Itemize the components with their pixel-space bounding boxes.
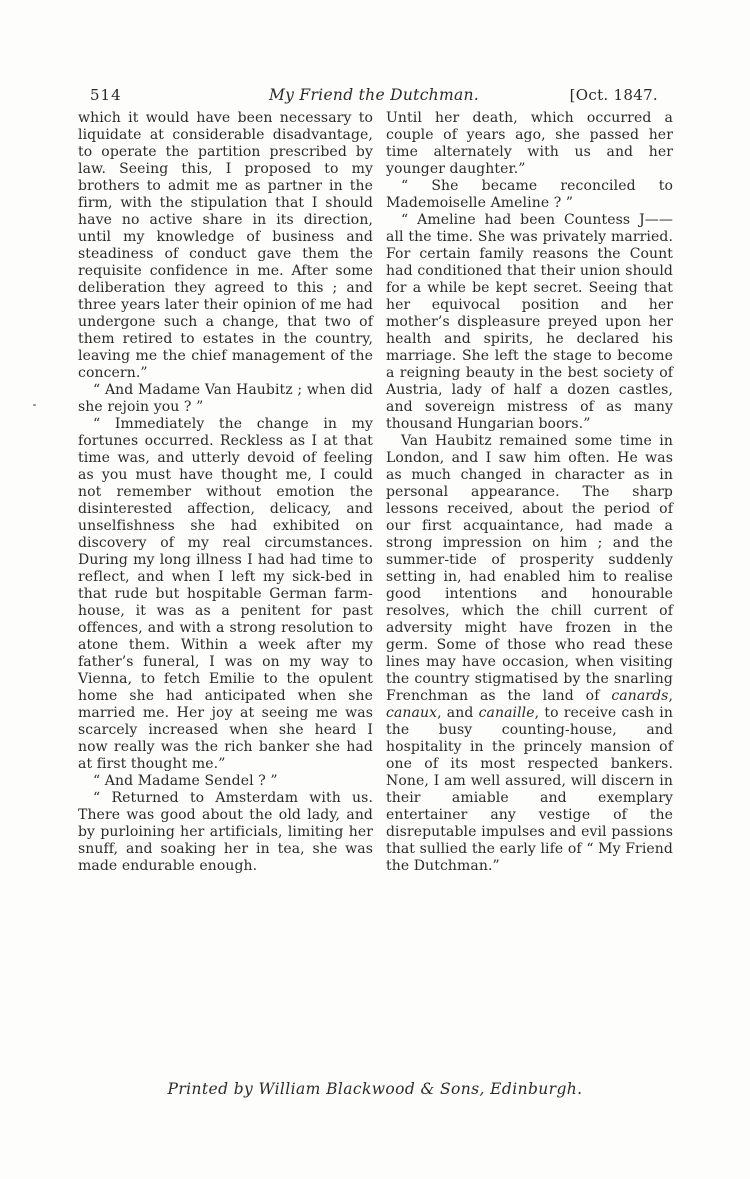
paragraph: “ And Madame Van Haubitz ; when did she rejoin you ? ” xyxy=(78,382,373,415)
paragraph: “ Returned to Amsterdam with us. There was good about the old lady, and by purloining her artificials, limiting her snuff, and soaking her in tea, she was made endurable enough. xyxy=(78,790,373,874)
paragraph: Until her death, which occurred a couple of years ago, she passed her time alternately with us and her younger daughter.” xyxy=(386,110,673,177)
printer-imprint: Printed by William Blackwood & Sons, Edinburgh. xyxy=(167,1080,583,1098)
page-header xyxy=(78,86,658,106)
text-columns xyxy=(78,110,673,875)
paragraph: “ She became reconciled to Mademoiselle Ameline ? ” xyxy=(386,178,673,211)
issue-date: [Oct. 1847. xyxy=(569,86,658,104)
scan-speck xyxy=(33,404,36,406)
paragraph: “ Ameline had been Countess J—— all the time. She was privately married. For certain family reasons the Count had conditioned that their union should for a while be kept secret. Seeing that her equivocal position and her mother’s displeasure preyed upon her health and spirits, he declared his marriage. She left the stage to become a reigning beauty in the best society of Austria, lady of half a dozen castles, and sovereign mistress of as many thousand Hungarian boors.” xyxy=(386,212,673,432)
running-title: My Friend the Dutchman. xyxy=(268,86,480,104)
right-column xyxy=(386,110,673,875)
left-column xyxy=(78,110,373,875)
paragraph: “ Immediately the change in my fortunes occurred. Reckless as I at that time was, and utterly devoid of feeling as you must have thought me, I could not remember without emotion the disinterested affection, delicacy, and unselfishness she had exhibited on discovery of my real circumstances. During my long illness I had had time to reflect, and when I left my sick-bed in that rude but hospitable German farm-house, it was as a penitent for past offences, and with a strong resolution to atone them. Within a week after my father’s funeral, I was on my way to Vienna, to fetch Emilie to the opulent home she had anticipated when she married me. Her joy at seeing me was scarcely increased when she heard I now really was the rich banker she had at first thought me.” xyxy=(78,416,373,772)
paragraph: “ And Madame Sendel ? ” xyxy=(93,773,278,789)
page-number: 514 xyxy=(90,86,122,104)
paragraph: Van Haubitz remained some time in London, and I saw him often. He was as much changed in character as in personal appearance. The sharp lessons received, about the period of our first acquaintance, had made a strong impression on him ; and the summer-tide of prosperity suddenly setting in, had enabled him to realise good intentions and honourable resolves, which the chill current of adversity might have frozen in the germ. Some of those who read these lines may have occasion, when visiting the country stigmatised by the snarling Frenchman as the land of canards, canaux, and canaille, to receive cash in the busy counting-house, and hospitality in the princely mansion of one of its most respected bankers. None, I am well assured, will discern in their amiable and exemplary entertainer any vestige of the disreputable impulses and evil passions that sullied the early life of “ My Friend the Dutchman.” xyxy=(386,433,674,874)
paragraph: which it would have been necessary to liquidate at considerable disadvantage, to operate the partition prescribed by law. Seeing this, I proposed to my brothers to admit me as partner in the firm, with the stipulation that I should have no active share in its direction, until my knowledge of business and steadiness of conduct gave them the requisite confidence in me. After some deliberation they agreed to this ; and three years later their opinion of me had undergone such a change, that two of them retired to estates in the country, leaving me the chief management of the concern.” xyxy=(78,110,373,381)
